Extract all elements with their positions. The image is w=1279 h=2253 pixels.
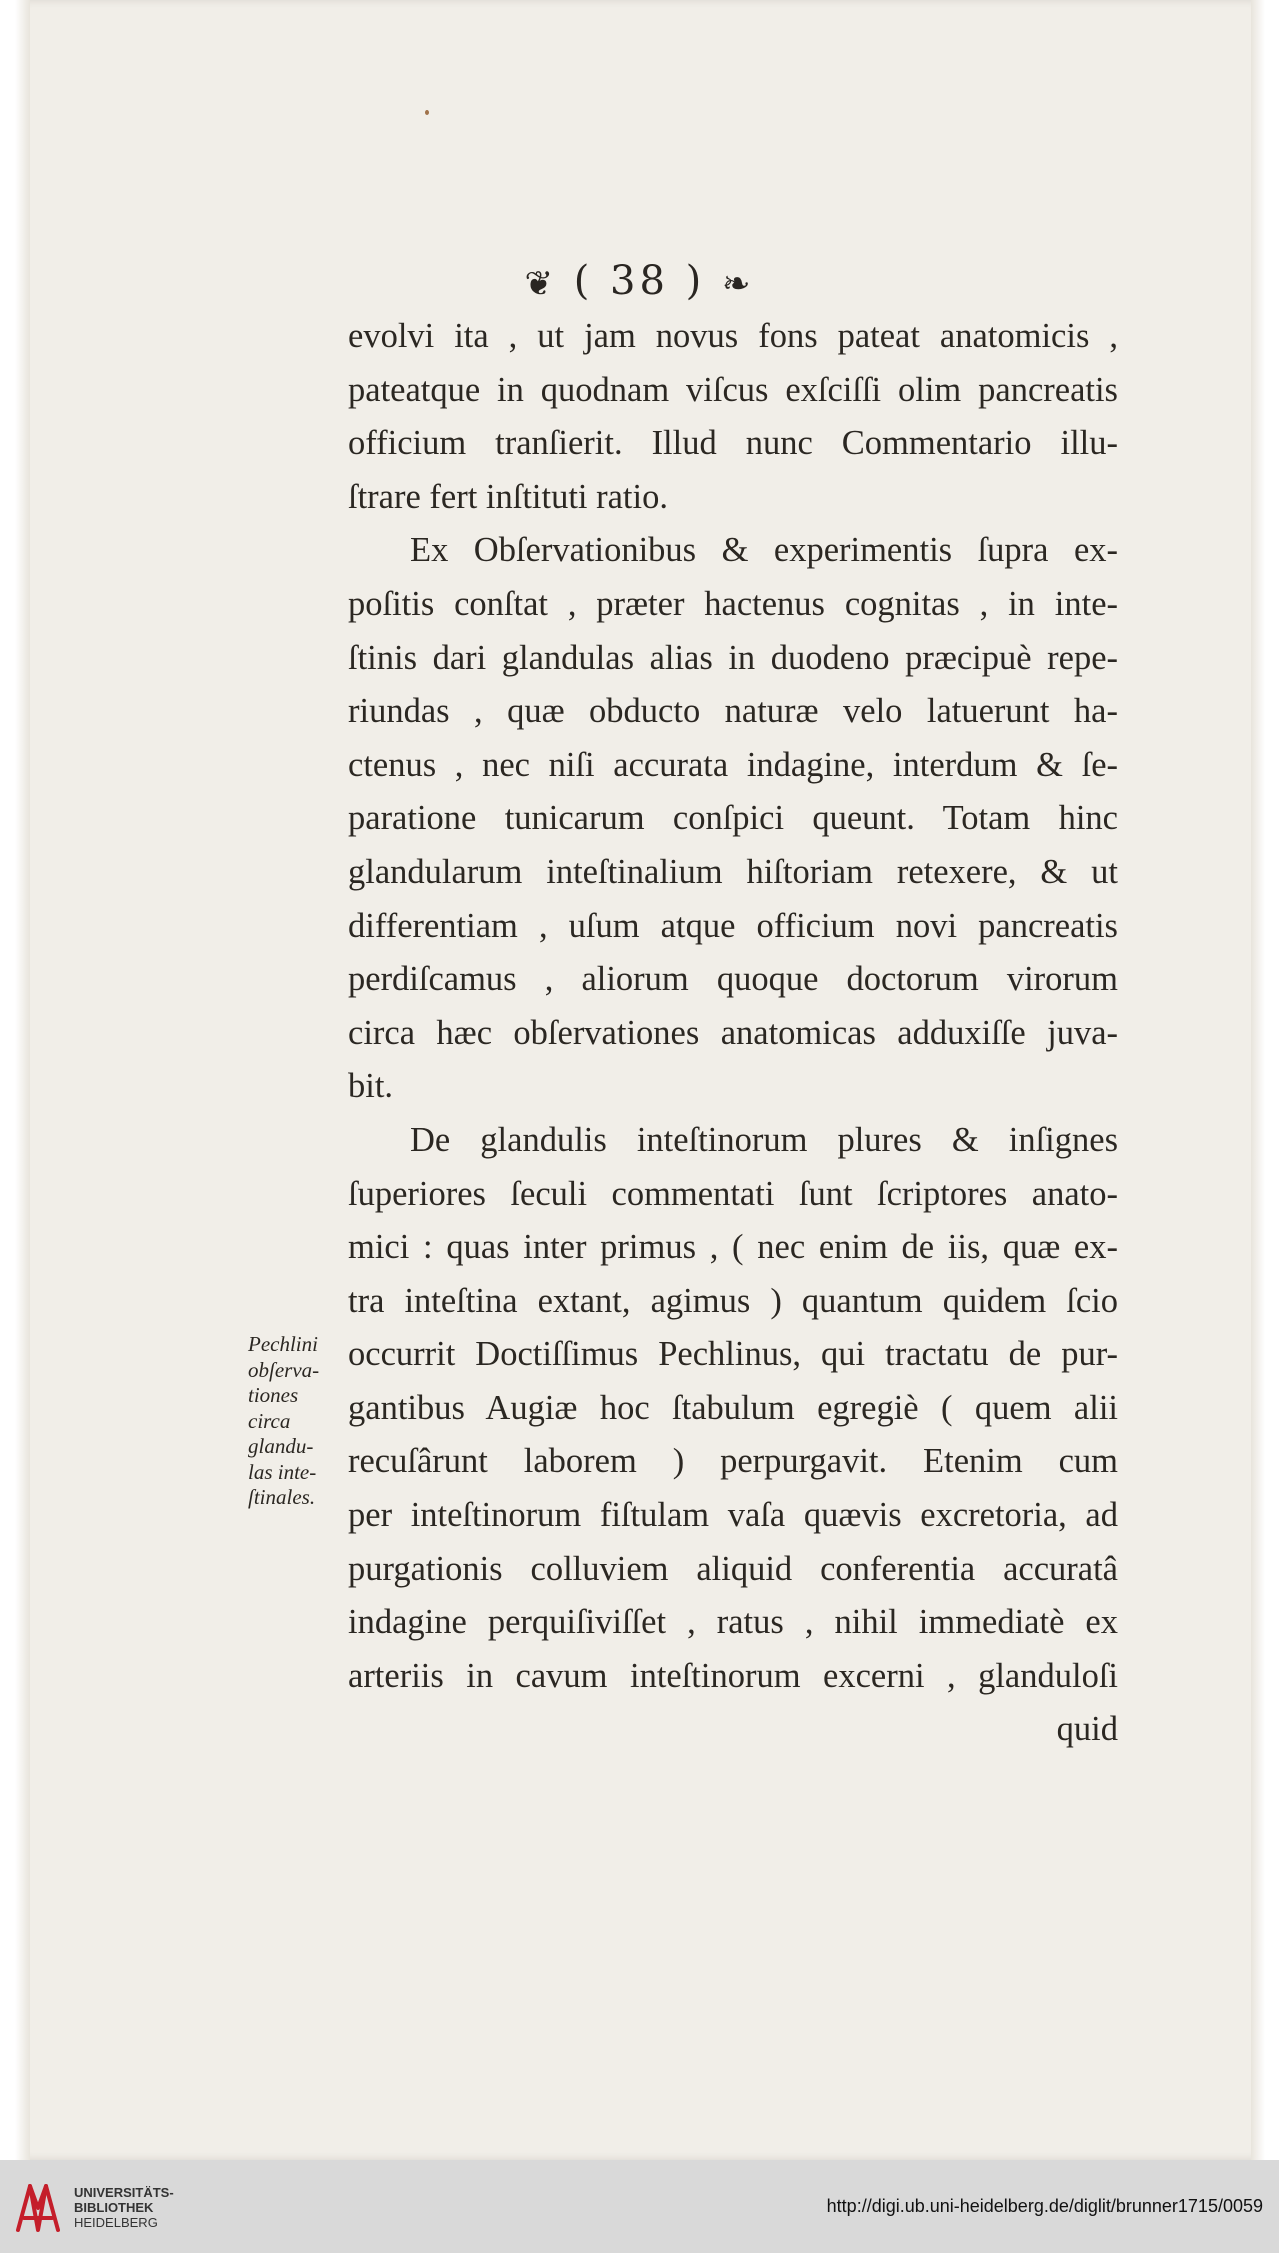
text-line: paratione tunicarum conſpici queunt. Totam hinc	[348, 799, 1118, 838]
paren-close: )	[685, 258, 706, 304]
fleuron-right-icon: ❧	[722, 264, 755, 304]
text-line: perdiſcamus , aliorum quoque doctorum virorum	[348, 960, 1118, 999]
margin-note-line: las inte-	[248, 1459, 317, 1484]
text-line: purgationis colluviem aliquid conferentia accuratâ	[348, 1549, 1118, 1588]
page-edge-right	[1251, 0, 1265, 2160]
text-line: De glandulis inteſtinorum plures & inſignes	[410, 1120, 1118, 1159]
paper-speck	[425, 110, 429, 115]
text-line: indagine perquiſiviſſet , ratus , nihil immediatè ex	[348, 1603, 1118, 1642]
page-number: 38	[610, 258, 669, 304]
text-line: differentiam , uſum atque officium novi pancreatis	[348, 906, 1118, 945]
footer-bar	[0, 2160, 1279, 2253]
library-logo-icon[interactable]	[12, 2178, 64, 2236]
margin-note-line: tiones	[248, 1383, 299, 1407]
library-name-line: UNIVERSITÄTS-	[74, 2185, 174, 2200]
margin-note	[248, 1332, 343, 1511]
text-line: per inteſtinorum fiſtulam vaſa quævis excretoria, ad	[348, 1496, 1118, 1535]
text-line: occurrit Doctiſſimus Pechlinus, qui tractatu de pur-	[348, 1335, 1118, 1374]
paren-open: (	[573, 258, 594, 304]
text-line: ſtinis dari glandulas alias in duodeno præcipuè repe-	[348, 638, 1118, 677]
source-url-link[interactable]: http://digi.ub.uni-heidelberg.de/diglit/brunner1715/0059	[826, 2196, 1263, 2216]
text-line: ctenus , nec niſi accurata indagine, interdum & ſe-	[348, 745, 1118, 784]
text-line: riundas , quæ obducto naturæ velo latuerunt ha-	[348, 692, 1118, 731]
text-line: circa hæc obſervationes anatomicas adduxiſſe juva-	[348, 1013, 1118, 1052]
margin-note-line: glandu-	[248, 1434, 314, 1458]
text-line: ſuperiores ſeculi commentati ſunt ſcriptores anato-	[348, 1174, 1118, 1213]
margin-note-line: Pechlini	[248, 1332, 318, 1356]
text-line: mici : quas inter primus , ( nec enim de iis, quæ ex-	[348, 1228, 1118, 1267]
text-line: officium tranſierit. Illud nunc Commentario illu-	[348, 424, 1118, 463]
library-name-line: HEIDELBERG	[74, 2215, 158, 2230]
body-text	[348, 310, 1118, 1757]
margin-note-line: ſtinales.	[248, 1485, 316, 1509]
library-name	[74, 2185, 174, 2230]
text-line: tra inteſtina extant, agimus ) quantum quidem ſcio	[348, 1281, 1118, 1320]
text-line: gantibus Augiæ hoc ſtabulum egregiè ( quem alii	[348, 1388, 1118, 1427]
page-header	[0, 258, 1279, 304]
fleuron-left-icon: ❦	[524, 264, 557, 304]
page-edge-left	[15, 0, 30, 2160]
text-line: arteriis in cavum inteſtinorum excerni , glanduloſi	[348, 1656, 1118, 1695]
text-line: bit.	[348, 1067, 394, 1106]
text-line: pateatque in quodnam viſcus exſciſſi olim pancreatis	[348, 370, 1118, 409]
catchword: quid	[1056, 1710, 1118, 1749]
text-line: evolvi ita , ut jam novus fons pateat anatomicis ,	[348, 317, 1118, 355]
text-line: glandularum inteſtinalium hiſtoriam retexere, & ut	[348, 852, 1118, 891]
margin-note-line: circa	[248, 1408, 291, 1433]
text-line: Ex Obſervationibus & experimentis ſupra ex-	[410, 531, 1118, 570]
text-line: recuſârunt laborem ) perpurgavit. Etenim cum	[348, 1442, 1118, 1481]
library-name-line: BIBLIOTHEK	[74, 2200, 154, 2215]
text-line: ſtrare fert inſtituti ratio.	[348, 477, 668, 516]
margin-note-line: obſerva-	[248, 1357, 320, 1382]
text-line: poſitis conſtat , præter hactenus cognitas , in inte-	[348, 584, 1118, 623]
